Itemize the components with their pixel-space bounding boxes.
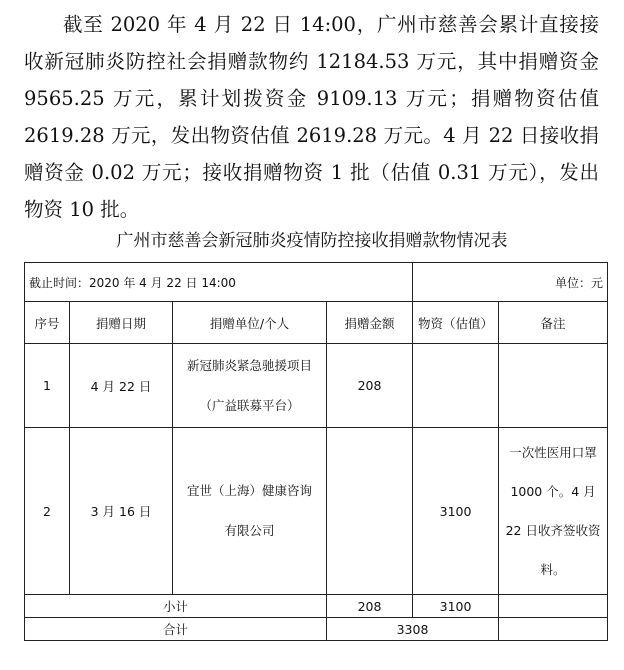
row-goods	[413, 344, 499, 428]
total-note	[499, 618, 608, 641]
header-amount: 捐赠金额	[327, 302, 413, 344]
row-donor	[173, 344, 327, 428]
row-note: 一次性医用口罩 1000 个。4 月 22 日收齐签收资料。	[499, 428, 608, 595]
table-header-row	[25, 302, 608, 344]
row-donor	[173, 428, 327, 595]
donor-line-1: 宜世（上海）健康咨询	[186, 483, 312, 498]
table-row	[25, 428, 608, 595]
row-no: 2	[25, 428, 70, 595]
header-date: 捐赠日期	[70, 302, 173, 344]
row-amount: 208	[327, 344, 413, 428]
unit-label: 单位：元	[413, 263, 608, 302]
row-goods: 3100	[413, 428, 499, 595]
donor-line-2: （广益联募平台）	[199, 397, 300, 413]
row-amount	[327, 428, 413, 595]
total-label: 合计	[25, 618, 327, 641]
table-meta-row	[25, 263, 608, 302]
subtotal-goods: 3100	[413, 595, 499, 618]
header-goods: 物资（估值）	[413, 302, 499, 344]
row-date: 3 月 16 日	[70, 428, 173, 595]
subtotal-row	[25, 595, 608, 618]
header-donor: 捐赠单位/个人	[173, 302, 327, 344]
cutoff-time: 截止时间：2020 年 4 月 22 日 14:00	[25, 263, 413, 302]
row-no: 1	[25, 344, 70, 428]
subtotal-note	[499, 595, 608, 618]
row-date: 4 月 22 日	[70, 344, 173, 428]
donor-line-2: 有限公司	[224, 523, 275, 538]
summary-text: 截至 2020 年 4 月 22 日 14:00，广州市慈善会累计直接接收新冠肺炎防控社会捐赠款物约 12184.53 万元，其中捐赠资金 9565.25 万元，累计划拨资金 9109.13 万元；捐赠物资估值 2619.28 万元，发出物资估值 2619.28 万元。4 月 22 日接收捐赠资金 0.02 万元；接收捐赠物资 1 批（估值 0.31 万元），发出物资 10 批。	[24, 13, 599, 221]
summary-paragraph	[24, 6, 599, 228]
subtotal-label: 小计	[25, 595, 327, 618]
header-no: 序号	[25, 302, 70, 344]
donor-line-1: 新冠肺炎紧急驰援项目	[186, 357, 312, 373]
total-row	[25, 618, 608, 641]
subtotal-amount: 208	[327, 595, 413, 618]
header-note: 备注	[499, 302, 608, 344]
total-value: 3308	[327, 618, 499, 641]
table-title: 广州市慈善会新冠肺炎疫情防控接收捐赠款物情况表	[116, 231, 508, 251]
row-note	[499, 344, 608, 428]
table-row	[25, 344, 608, 428]
donation-table	[24, 262, 608, 641]
